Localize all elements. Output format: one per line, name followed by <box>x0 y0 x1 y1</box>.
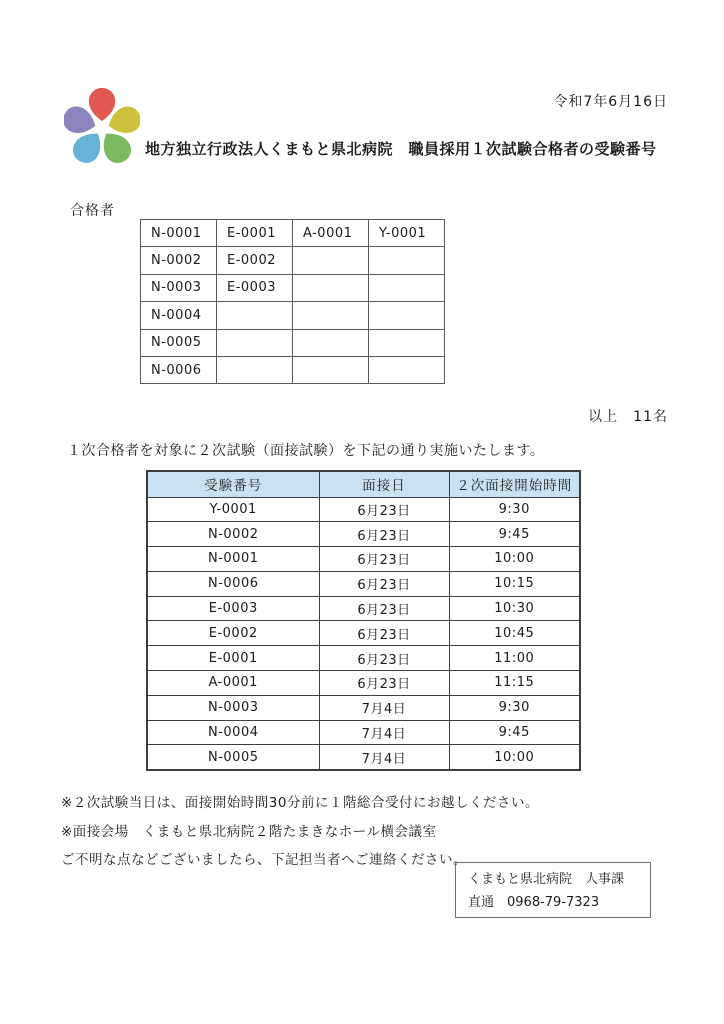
schedule-time-cell: 10:15 <box>449 571 580 596</box>
schedule-date-cell: 6月23日 <box>319 497 449 522</box>
contact-department: くまもと県北病院 人事課 <box>468 872 625 887</box>
interview-header-row <box>147 471 580 497</box>
passer-number-cell <box>293 302 369 329</box>
passer-row <box>141 220 445 247</box>
schedule-header-cell: 受験番号 <box>147 471 319 497</box>
schedule-header-cell: ２次面接開始時間 <box>449 471 580 497</box>
schedule-time-cell: 10:45 <box>449 621 580 646</box>
passer-row <box>141 274 445 301</box>
schedule-header-cell: 面接日 <box>319 471 449 497</box>
passer-number-cell: N-0002 <box>141 247 217 274</box>
schedule-time-cell: 10:30 <box>449 596 580 621</box>
passer-number-cell: A-0001 <box>293 220 369 247</box>
schedule-time-cell: 9:45 <box>449 522 580 547</box>
logo-petal <box>89 88 115 121</box>
schedule-row <box>147 646 580 671</box>
schedule-time-cell: 10:00 <box>449 745 580 770</box>
schedule-time-cell: 10:00 <box>449 547 580 572</box>
passer-number-cell: N-0006 <box>141 356 217 383</box>
passer-number-cell <box>369 247 445 274</box>
interview-table-head <box>147 471 580 497</box>
schedule-number-cell: E-0003 <box>147 596 319 621</box>
schedule-time-cell: 9:45 <box>449 720 580 745</box>
passer-row <box>141 247 445 274</box>
schedule-number-cell: E-0002 <box>147 621 319 646</box>
passer-number-cell: N-0003 <box>141 274 217 301</box>
schedule-date-cell: 6月23日 <box>319 571 449 596</box>
passers-table <box>140 219 445 384</box>
interview-table-body <box>147 497 580 770</box>
schedule-date-cell: 6月23日 <box>319 596 449 621</box>
schedule-number-cell: Y-0001 <box>147 497 319 522</box>
passer-row <box>141 302 445 329</box>
document-title: 地方独立行政法人くまもと県北病院 職員採用１次試験合格者の受験番号 <box>145 140 657 158</box>
passer-number-cell: E-0001 <box>217 220 293 247</box>
schedule-date-cell: 6月23日 <box>319 671 449 696</box>
schedule-date-cell: 7月4日 <box>319 745 449 770</box>
schedule-number-cell: N-0002 <box>147 522 319 547</box>
schedule-date-cell: 6月23日 <box>319 621 449 646</box>
note-reception: ※２次試験当日は、面接開始時間30分前に１階総合受付にお越しください。 <box>61 795 539 811</box>
note-contact: ご不明な点などございましたら、下記担当者へご連絡ください。 <box>61 852 467 868</box>
schedule-number-cell: N-0005 <box>147 745 319 770</box>
hospital-logo <box>64 86 140 166</box>
passer-number-cell: Y-0001 <box>369 220 445 247</box>
passer-number-cell: E-0003 <box>217 274 293 301</box>
schedule-number-cell: N-0006 <box>147 571 319 596</box>
schedule-number-cell: N-0001 <box>147 547 319 572</box>
second-exam-intro: １次合格者を対象に２次試験（面接試験）を下記の通り実施いたします。 <box>67 443 545 459</box>
contact-phone: 直通 0968-79-7323 <box>468 895 600 910</box>
passer-number-cell <box>369 274 445 301</box>
passers-table-body <box>141 220 445 384</box>
schedule-number-cell: A-0001 <box>147 671 319 696</box>
schedule-row <box>147 745 580 770</box>
schedule-date-cell: 6月23日 <box>319 522 449 547</box>
passer-number-cell <box>369 356 445 383</box>
schedule-time-cell: 9:30 <box>449 695 580 720</box>
schedule-number-cell: E-0001 <box>147 646 319 671</box>
passer-number-cell <box>217 329 293 356</box>
schedule-number-cell: N-0003 <box>147 695 319 720</box>
schedule-row <box>147 671 580 696</box>
passer-number-cell <box>369 329 445 356</box>
passer-number-cell <box>293 247 369 274</box>
passer-number-cell <box>293 329 369 356</box>
passer-number-cell <box>217 302 293 329</box>
passer-number-cell: N-0004 <box>141 302 217 329</box>
passer-number-cell <box>293 274 369 301</box>
document-date: 令和7年6月16日 <box>553 94 668 110</box>
schedule-row <box>147 621 580 646</box>
note-venue: ※面接会場 くまもと県北病院２階たまきなホール横会議室 <box>61 824 437 840</box>
schedule-time-cell: 11:00 <box>449 646 580 671</box>
schedule-row <box>147 571 580 596</box>
schedule-number-cell: N-0004 <box>147 720 319 745</box>
passer-number-cell: N-0005 <box>141 329 217 356</box>
passers-total: 以上 11名 <box>588 409 668 425</box>
passer-number-cell: N-0001 <box>141 220 217 247</box>
schedule-date-cell: 6月23日 <box>319 547 449 572</box>
schedule-row <box>147 720 580 745</box>
passer-number-cell <box>293 356 369 383</box>
schedule-date-cell: 6月23日 <box>319 646 449 671</box>
schedule-row <box>147 547 580 572</box>
passer-number-cell: E-0002 <box>217 247 293 274</box>
flower-logo-icon <box>64 86 140 166</box>
schedule-date-cell: 7月4日 <box>319 695 449 720</box>
passer-row <box>141 356 445 383</box>
schedule-time-cell: 9:30 <box>449 497 580 522</box>
schedule-row <box>147 522 580 547</box>
schedule-row <box>147 596 580 621</box>
passers-label: 合格者 <box>70 203 115 219</box>
interview-schedule-table <box>146 470 581 771</box>
schedule-date-cell: 7月4日 <box>319 720 449 745</box>
schedule-row <box>147 497 580 522</box>
schedule-time-cell: 11:15 <box>449 671 580 696</box>
passer-number-cell <box>369 302 445 329</box>
passer-row <box>141 329 445 356</box>
schedule-row <box>147 695 580 720</box>
passer-number-cell <box>217 356 293 383</box>
contact-box <box>455 862 651 918</box>
